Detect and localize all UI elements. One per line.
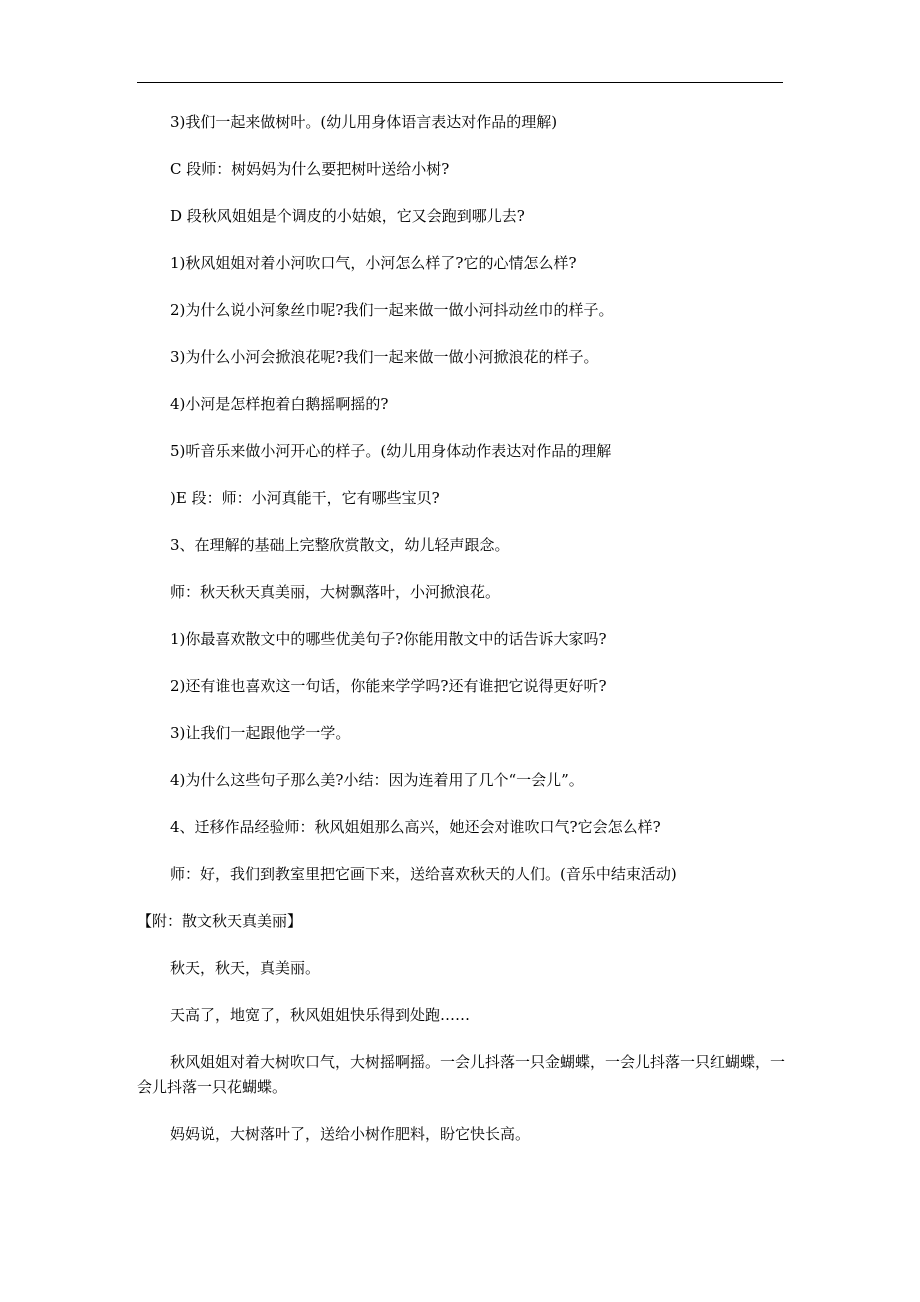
paragraph: 1)秋风姐姐对着小河吹口气，小河怎么样了?它的心情怎么样?: [170, 254, 577, 272]
paragraph: 2)还有谁也喜欢这一句话，你能来学学吗?还有谁把它说得更好听?: [170, 677, 607, 695]
paragraph: 5)听音乐来做小河开心的样子。(幼儿用身体动作表达对作品的理解: [170, 442, 612, 460]
paragraph: D 段秋风姐姐是个调皮的小姑娘，它又会跑到哪儿去?: [170, 207, 525, 225]
paragraph: 3、在理解的基础上完整欣赏散文，幼儿轻声跟念。: [170, 536, 510, 554]
paragraph: 3)我们一起来做树叶。(幼儿用身体语言表达对作品的理解): [170, 113, 558, 131]
paragraph: 师：好，我们到教室里把它画下来，送给喜欢秋天的人们。(音乐中结束活动): [170, 865, 677, 883]
document-body: [137, 110, 785, 1169]
paragraph: 4)小河是怎样抱着白鹅摇啊摇的?: [170, 395, 389, 413]
header-rule: [137, 82, 783, 83]
paragraph: 3)为什么小河会掀浪花呢?我们一起来做一做小河掀浪花的样子。: [170, 348, 599, 366]
paragraph: C 段师：树妈妈为什么要把树叶送给小树?: [170, 160, 450, 178]
appendix-heading: 【附：散文秋天真美丽】: [137, 912, 303, 930]
paragraph: 3)让我们一起跟他学一学。: [170, 724, 351, 742]
appendix-paragraph: 秋风姐姐对着大树吹口气，大树摇啊摇。一会儿抖落一只金蝴蝶，一会儿抖落一只红蝴蝶，一会儿抖落一只花蝴蝶。: [137, 1053, 786, 1096]
paragraph: 4、迁移作品经验师：秋风姐姐那么高兴，她还会对谁吹口气?它会怎么样?: [170, 818, 661, 836]
paragraph: )E 段：师：小河真能干，它有哪些宝贝?: [170, 489, 440, 507]
appendix-paragraph: 妈妈说，大树落叶了，送给小树作肥料，盼它快长高。: [170, 1125, 531, 1143]
paragraph: 1)你最喜欢散文中的哪些优美句子?你能用散文中的话告诉大家吗?: [170, 630, 607, 648]
paragraph: 2)为什么说小河象丝巾呢?我们一起来做一做小河抖动丝巾的样子。: [170, 301, 614, 319]
appendix-paragraph: 天高了，地宽了，秋风姐姐快乐得到处跑……: [170, 1006, 471, 1024]
appendix-paragraph: 秋天，秋天，真美丽。: [170, 959, 321, 977]
paragraph: 师：秋天秋天真美丽，大树飘落叶，小河掀浪花。: [170, 583, 501, 601]
paragraph: 4)为什么这些句子那么美?小结：因为连着用了几个“一会儿”。: [170, 771, 584, 789]
